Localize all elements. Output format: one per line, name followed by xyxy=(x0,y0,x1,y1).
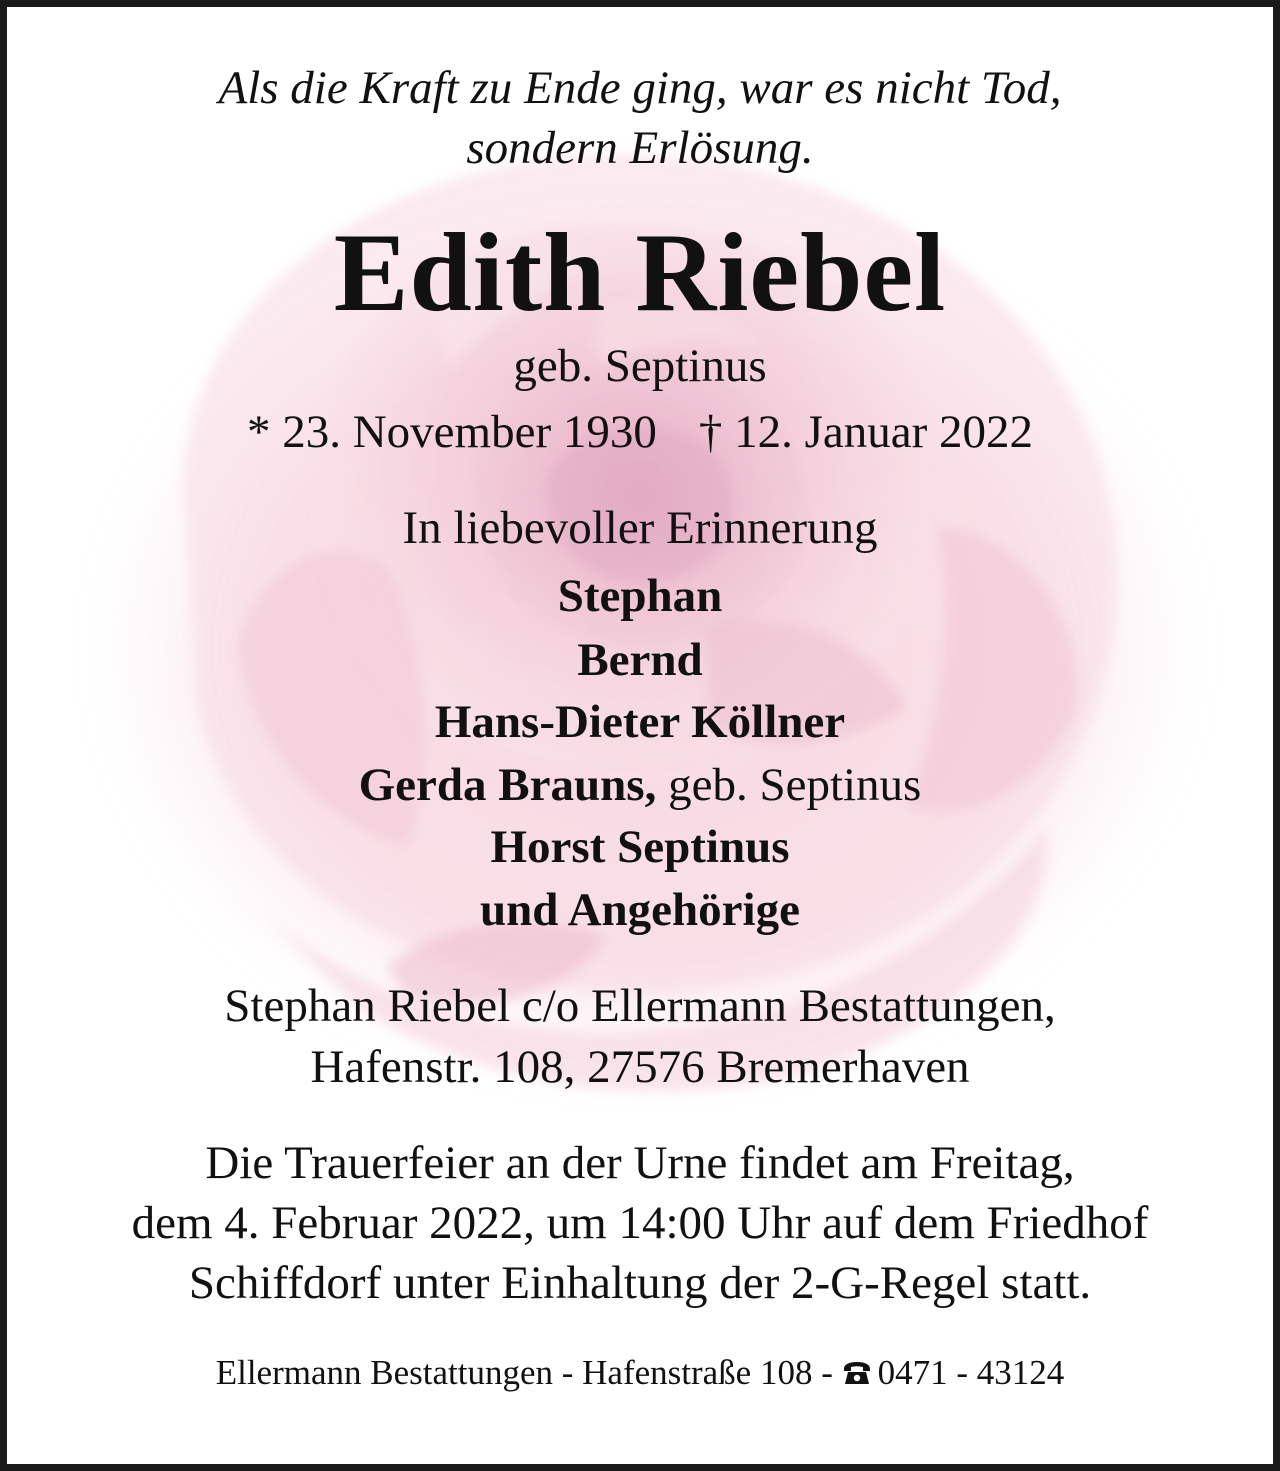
ceremony-line-1: Die Trauerfeier an der Urne findet am Freitag, xyxy=(205,1137,1075,1189)
ceremony-line-3: Schiffdorf unter Einhaltung der 2-G-Regel statt. xyxy=(188,1257,1092,1309)
contact-address-line-2: Hafenstr. 108, 27576 Bremerhaven xyxy=(310,1041,970,1093)
remembrance-line: In liebevoller Erinnerung xyxy=(402,502,878,554)
life-dates xyxy=(7,406,1273,458)
mourner-name: Gerda Brauns, xyxy=(358,759,657,811)
birth-date: * 23. November 1930 xyxy=(246,406,657,458)
contact-address-line-1: Stephan Riebel c/o Ellermann Bestattungen, xyxy=(224,980,1056,1032)
funeral-home-footer xyxy=(7,1355,1273,1392)
footer-address: Ellermann Bestattungen - Hafenstraße 108 - xyxy=(215,1353,842,1392)
deceased-name: Edith Riebel xyxy=(333,211,947,335)
footer-phone: 0471 - 43124 xyxy=(877,1353,1065,1392)
mourner-note: geb. Septinus xyxy=(656,759,922,811)
motto-line-1: Als die Kraft zu Ende ging, war es nicht Tod, xyxy=(218,62,1062,114)
mourner-name: Bernd xyxy=(577,634,703,686)
mourner-entry xyxy=(7,759,1273,811)
maiden-name: geb. Septinus xyxy=(513,340,767,392)
mourner-name: Hans-Dieter Köllner xyxy=(434,696,846,748)
mourner-name: Stephan xyxy=(557,570,723,622)
death-date: † 12. Januar 2022 xyxy=(698,406,1034,458)
notice-content xyxy=(7,7,1273,1464)
motto-line-2: sondern Erlösung. xyxy=(466,122,814,174)
ceremony-line-2: dem 4. Februar 2022, um 14:00 Uhr auf dem Friedhof xyxy=(131,1197,1149,1249)
telephone-icon xyxy=(842,1357,872,1392)
mourner-name: und Angehörige xyxy=(480,884,800,936)
mourner-name: Horst Septinus xyxy=(490,821,790,873)
